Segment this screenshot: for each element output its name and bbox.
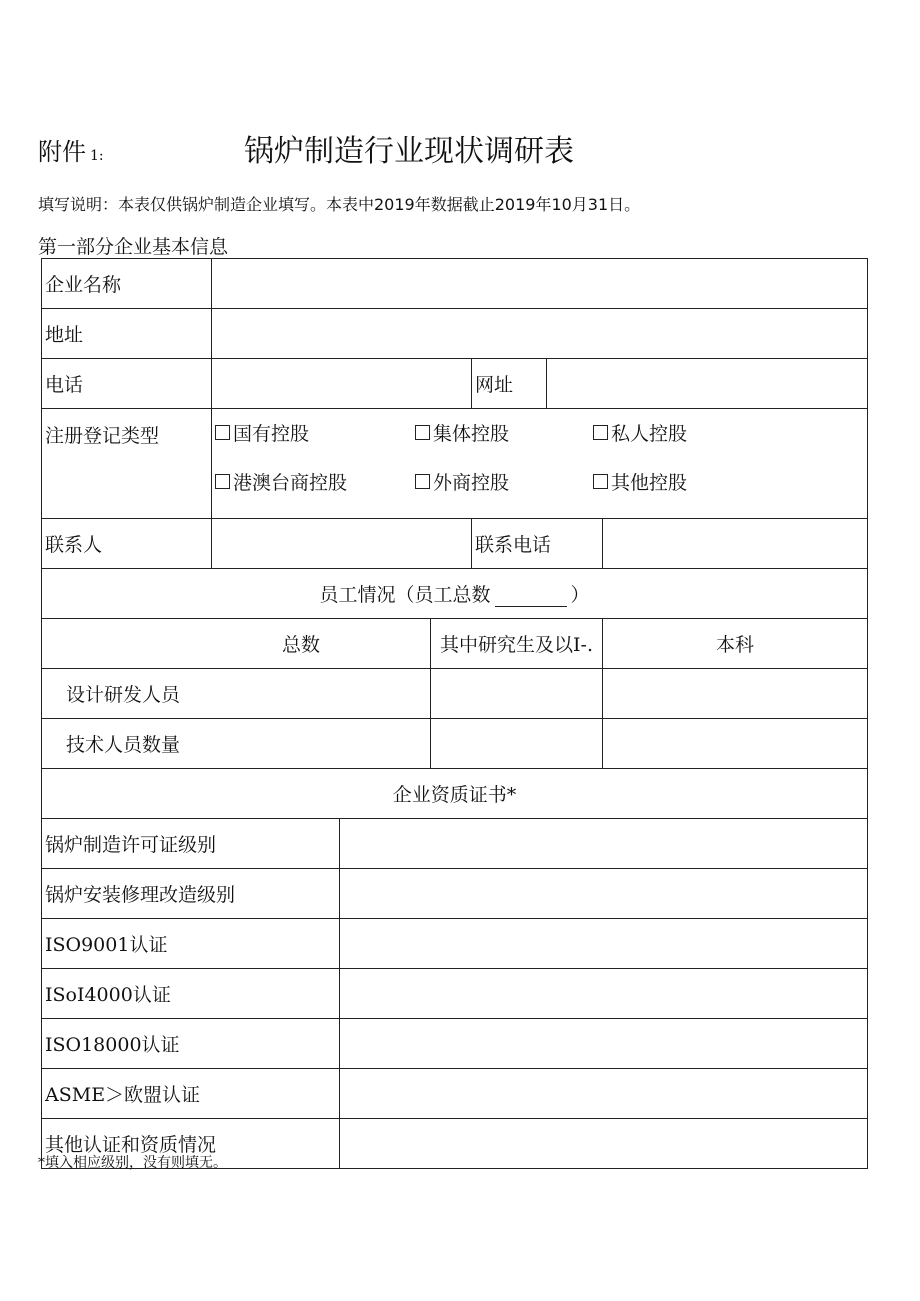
cert-label: 锅炉安装修理改造级别: [42, 869, 340, 919]
col-total: 总数: [42, 619, 431, 669]
option-other[interactable]: [593, 468, 763, 495]
page-title: 锅炉制造行业现状调研表: [244, 134, 574, 169]
option-label: 其他控股: [611, 472, 688, 494]
option-hkmt[interactable]: [215, 468, 415, 495]
cert-input[interactable]: [340, 1119, 868, 1169]
cert-input[interactable]: [340, 1019, 868, 1069]
tech-staff-label: 技术人员数量: [42, 719, 431, 769]
phone-label: 电话: [42, 359, 212, 409]
cert-label: ISO9001认证: [42, 919, 340, 969]
contact-person-label: 联系人: [42, 519, 212, 569]
footnote: *填入相应级别，没有则填无。: [38, 1155, 227, 1171]
phone-input[interactable]: [212, 359, 472, 409]
checkbox-icon[interactable]: [415, 425, 430, 440]
table-row: [42, 519, 868, 569]
employees-heading-text: 员工情况（员工总数: [319, 584, 491, 606]
employees-heading-close: ）: [570, 584, 590, 606]
option-label: 集体控股: [433, 423, 510, 445]
checkbox-icon[interactable]: [593, 474, 608, 489]
cert-label: 其他认证和资质情况: [42, 1119, 340, 1169]
instructions: 填写说明：本表仅供锅炉制造企业填写。本表中2019年数据截止2019年10月31日。: [38, 195, 641, 214]
checkbox-icon[interactable]: [215, 425, 230, 440]
table-row: [42, 969, 868, 1019]
tech-staff-postgrad-input[interactable]: [431, 719, 603, 769]
col-postgrad: 其中研究生及以I-.: [431, 619, 603, 669]
table-row: [42, 309, 868, 359]
table-row: [42, 669, 868, 719]
attachment-label: [38, 132, 104, 167]
employees-heading: [42, 569, 868, 619]
address-label: 地址: [42, 309, 212, 359]
contact-person-input[interactable]: [212, 519, 472, 569]
cert-label: 锅炉制造许可证级别: [42, 819, 340, 869]
contact-phone-input[interactable]: [603, 519, 868, 569]
contact-phone-label: 联系电话: [472, 519, 603, 569]
option-foreign[interactable]: [415, 468, 593, 495]
company-name-label: 企业名称: [42, 259, 212, 309]
attachment-number: 1:: [90, 148, 104, 164]
option-label: 私人控股: [611, 423, 688, 445]
cert-label: ISO18000认证: [42, 1019, 340, 1069]
table-row: [42, 1069, 868, 1119]
checkbox-icon[interactable]: [593, 425, 608, 440]
table-row: [42, 359, 868, 409]
option-collective[interactable]: [415, 419, 593, 446]
table-row: [42, 409, 868, 519]
checkbox-icon[interactable]: [215, 474, 230, 489]
rd-staff-bachelor-input[interactable]: [603, 669, 868, 719]
cert-label: ASME＞欧盟认证: [42, 1069, 340, 1119]
section-heading: 第一部分企业基本信息: [38, 236, 229, 258]
option-label: 国有控股: [233, 423, 310, 445]
address-input[interactable]: [212, 309, 868, 359]
cert-input[interactable]: [340, 919, 868, 969]
table-row: [42, 719, 868, 769]
option-state[interactable]: [215, 419, 415, 446]
table-row: [42, 819, 868, 869]
option-label: 外商控股: [433, 472, 510, 494]
cert-label: ISoI4000认证: [42, 969, 340, 1019]
company-name-input[interactable]: [212, 259, 868, 309]
checkbox-icon[interactable]: [415, 474, 430, 489]
option-label: 港澳台商控股: [233, 472, 348, 494]
cert-input[interactable]: [340, 1069, 868, 1119]
rd-staff-postgrad-input[interactable]: [431, 669, 603, 719]
cert-input[interactable]: [340, 819, 868, 869]
table-row: [42, 769, 868, 819]
registration-options: [212, 409, 868, 519]
cert-input[interactable]: [340, 869, 868, 919]
registration-type-label: 注册登记类型: [42, 409, 212, 519]
table-row: [42, 919, 868, 969]
attachment-text: 附件: [38, 138, 86, 166]
table-row: [42, 259, 868, 309]
website-input[interactable]: [547, 359, 868, 409]
rd-staff-label: 设计研发人员: [42, 669, 431, 719]
col-bachelor: 本科: [603, 619, 868, 669]
table-row: [42, 869, 868, 919]
table-row: [42, 1019, 868, 1069]
table-row: [42, 619, 868, 669]
cert-input[interactable]: [340, 969, 868, 1019]
employee-total-input[interactable]: [495, 588, 567, 607]
option-private[interactable]: [593, 419, 763, 446]
basic-info-table: [41, 258, 868, 1169]
tech-staff-bachelor-input[interactable]: [603, 719, 868, 769]
table-row: [42, 569, 868, 619]
website-label: 网址: [472, 359, 547, 409]
certificates-heading: 企业资质证书*: [42, 769, 868, 819]
